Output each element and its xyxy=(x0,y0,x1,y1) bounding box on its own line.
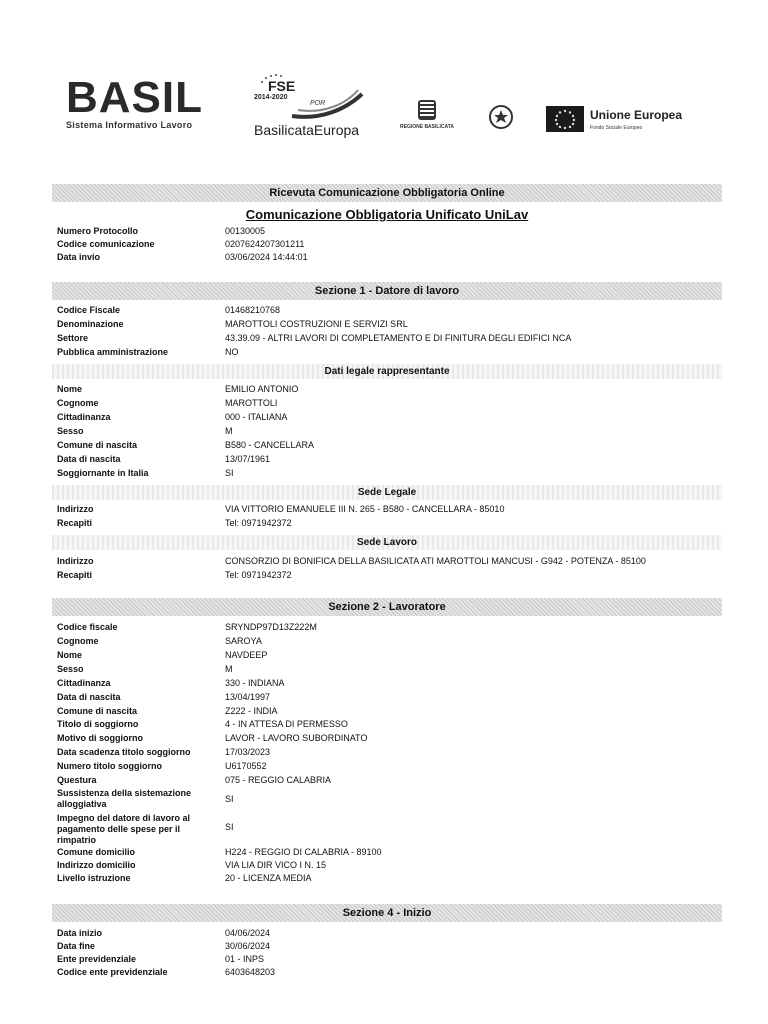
field-label: Data invio xyxy=(57,252,101,262)
field-value: 01 - INPS xyxy=(225,954,265,964)
field-value: VIA VITTORIO EMANUELE III N. 265 - B580 - CANCELLARA - 85010 xyxy=(225,504,505,514)
field-value: 0207624207301211 xyxy=(225,239,305,249)
fse-por: POR xyxy=(310,100,326,107)
field-label: Data fine xyxy=(57,941,96,951)
field-value: NO xyxy=(225,347,239,357)
field-label: Nome xyxy=(57,650,83,660)
field-value: 6403648203 xyxy=(225,967,276,977)
basil-logo xyxy=(66,73,203,130)
field-value: Tel: 0971942372 xyxy=(225,518,292,528)
legal-rep-header: Dati legale rappresentante xyxy=(52,364,722,379)
field-label: Indirizzo xyxy=(57,504,94,514)
field-label: Pubblica amministrazione xyxy=(57,347,169,357)
eu-subtitle: Fondo Sociale Europeo xyxy=(590,125,643,131)
field-label: Cognome xyxy=(57,636,99,646)
regione-name: REGIONE BASILICATA xyxy=(400,124,454,130)
sede-legale-header: Sede Legale xyxy=(52,485,722,500)
field-value: SAROYA xyxy=(225,636,262,646)
field-value: 330 - INDIANA xyxy=(225,678,285,688)
field-label: Recapiti xyxy=(57,518,93,528)
field-value: 17/03/2023 xyxy=(225,747,271,757)
field-value: 000 - ITALIANA xyxy=(225,412,288,422)
field-value: SRYNDP97D13Z222M xyxy=(225,622,317,632)
field-label: Cittadinanza xyxy=(57,412,111,422)
eu-title: Unione Europea xyxy=(590,108,683,122)
field-label: Comune di nascita xyxy=(57,706,138,716)
field-value: SI xyxy=(225,468,234,478)
italian-republic-emblem-icon xyxy=(488,104,514,130)
field-value: U6170552 xyxy=(225,761,267,771)
section-2-header: Sezione 2 - Lavoratore xyxy=(52,598,722,616)
field-value: 075 - REGGIO CALABRIA xyxy=(225,775,332,785)
regione-emblem-icon xyxy=(418,100,436,120)
field-label: Denominazione xyxy=(57,319,124,329)
field-label: Titolo di soggiorno xyxy=(57,719,139,729)
field-value: MAROTTOLI xyxy=(225,398,278,408)
field-value: SI xyxy=(225,794,234,804)
field-label: Comune di nascita xyxy=(57,440,138,450)
field-value: VIA LIA DIR VICO I N. 15 xyxy=(225,860,327,870)
fse-years: 2014-2020 xyxy=(254,94,288,101)
field-label: Motivo di soggiorno xyxy=(57,733,143,743)
field-label: Codice comunicazione xyxy=(57,239,155,249)
unione-europea-logo xyxy=(546,104,726,138)
field-value: 43.39.09 - ALTRI LAVORI DI COMPLETAMENTO E DI FINITURA DEGLI EDIFICI NCA xyxy=(225,333,572,343)
field-label: Sussistenza della sistemazione alloggiativa xyxy=(57,788,192,809)
field-label: Settore xyxy=(57,333,89,343)
field-label: Ente previdenziale xyxy=(57,954,137,964)
document-title: Comunicazione Obbligatoria Unificato UniLav xyxy=(245,207,529,222)
field-value: B580 - CANCELLARA xyxy=(225,440,315,450)
field-label: Numero Protocollo xyxy=(57,226,139,236)
field-value: M xyxy=(225,426,233,436)
field-value: SI xyxy=(225,822,234,832)
field-label: Data di nascita xyxy=(57,454,121,464)
field-label: Indirizzo xyxy=(57,556,94,566)
field-value: 13/04/1997 xyxy=(225,692,271,702)
field-label: Cittadinanza xyxy=(57,678,111,688)
receipt-header-bar: Ricevuta Comunicazione Obbligatoria Online xyxy=(52,184,722,202)
field-label: Impegno del datore di lavoro al pagamento delle spese per il rimpatrio xyxy=(57,813,191,845)
field-value: NAVDEEP xyxy=(225,650,268,660)
section-4-header: Sezione 4 - Inizio xyxy=(52,904,722,922)
eu-flag-icon xyxy=(546,106,584,132)
field-value: 03/06/2024 14:44:01 xyxy=(225,252,308,262)
field-value: MAROTTOLI COSTRUZIONI E SERVIZI SRL xyxy=(225,319,408,329)
field-label: Soggiornante in Italia xyxy=(57,468,149,478)
field-label: Codice fiscale xyxy=(57,622,118,632)
field-label: Data di nascita xyxy=(57,692,121,702)
regione-basilicata-logo xyxy=(395,100,459,140)
field-value: 01468210768 xyxy=(225,305,281,315)
fse-name: BasilicataEuropa xyxy=(254,122,360,138)
fse-title: FSE xyxy=(268,78,296,94)
field-label: Codice ente previdenziale xyxy=(57,967,168,977)
field-value: H224 - REGGIO DI CALABRIA - 89100 xyxy=(225,847,382,857)
field-value: CONSORZIO DI BONIFICA DELLA BASILICATA ATI MAROTTOLI MANCUSI - G942 - POTENZA - 85100 xyxy=(225,556,646,566)
field-label: Comune domicilio xyxy=(57,847,136,857)
field-value: LAVOR - LAVORO SUBORDINATO xyxy=(225,733,368,743)
field-value: 4 - IN ATTESA DI PERMESSO xyxy=(225,719,348,729)
field-value: 00130005 xyxy=(225,226,266,236)
section-1-header: Sezione 1 - Datore di lavoro xyxy=(52,282,722,300)
field-value: 20 - LICENZA MEDIA xyxy=(225,873,312,883)
field-value: 30/06/2024 xyxy=(225,941,271,951)
field-label: Indirizzo domicilio xyxy=(57,860,136,870)
sede-lavoro-header: Sede Lavoro xyxy=(52,535,722,550)
field-value: M xyxy=(225,664,233,674)
field-label: Data inizio xyxy=(57,928,103,938)
field-value: Z222 - INDIA xyxy=(225,706,278,716)
field-value: 04/06/2024 xyxy=(225,928,271,938)
field-label: Sesso xyxy=(57,664,84,674)
field-value: Tel: 0971942372 xyxy=(225,570,292,580)
field-label: Sesso xyxy=(57,426,84,436)
field-label: Recapiti xyxy=(57,570,93,580)
header-logos xyxy=(0,60,768,160)
field-label: Livello istruzione xyxy=(57,873,131,883)
field-label: Questura xyxy=(57,775,97,785)
field-label: Cognome xyxy=(57,398,99,408)
field-label: Codice Fiscale xyxy=(57,305,121,315)
field-label: Numero titolo soggiorno xyxy=(57,761,162,771)
fse-logo xyxy=(250,70,370,150)
basil-logo-subtitle: Sistema Informativo Lavoro xyxy=(66,120,193,130)
field-label: Data scadenza titolo soggiorno xyxy=(57,747,191,757)
field-value: EMILIO ANTONIO xyxy=(225,384,299,394)
field-label: Nome xyxy=(57,384,83,394)
field-value: 13/07/1961 xyxy=(225,454,271,464)
basil-logo-name: BASIL xyxy=(66,73,203,122)
